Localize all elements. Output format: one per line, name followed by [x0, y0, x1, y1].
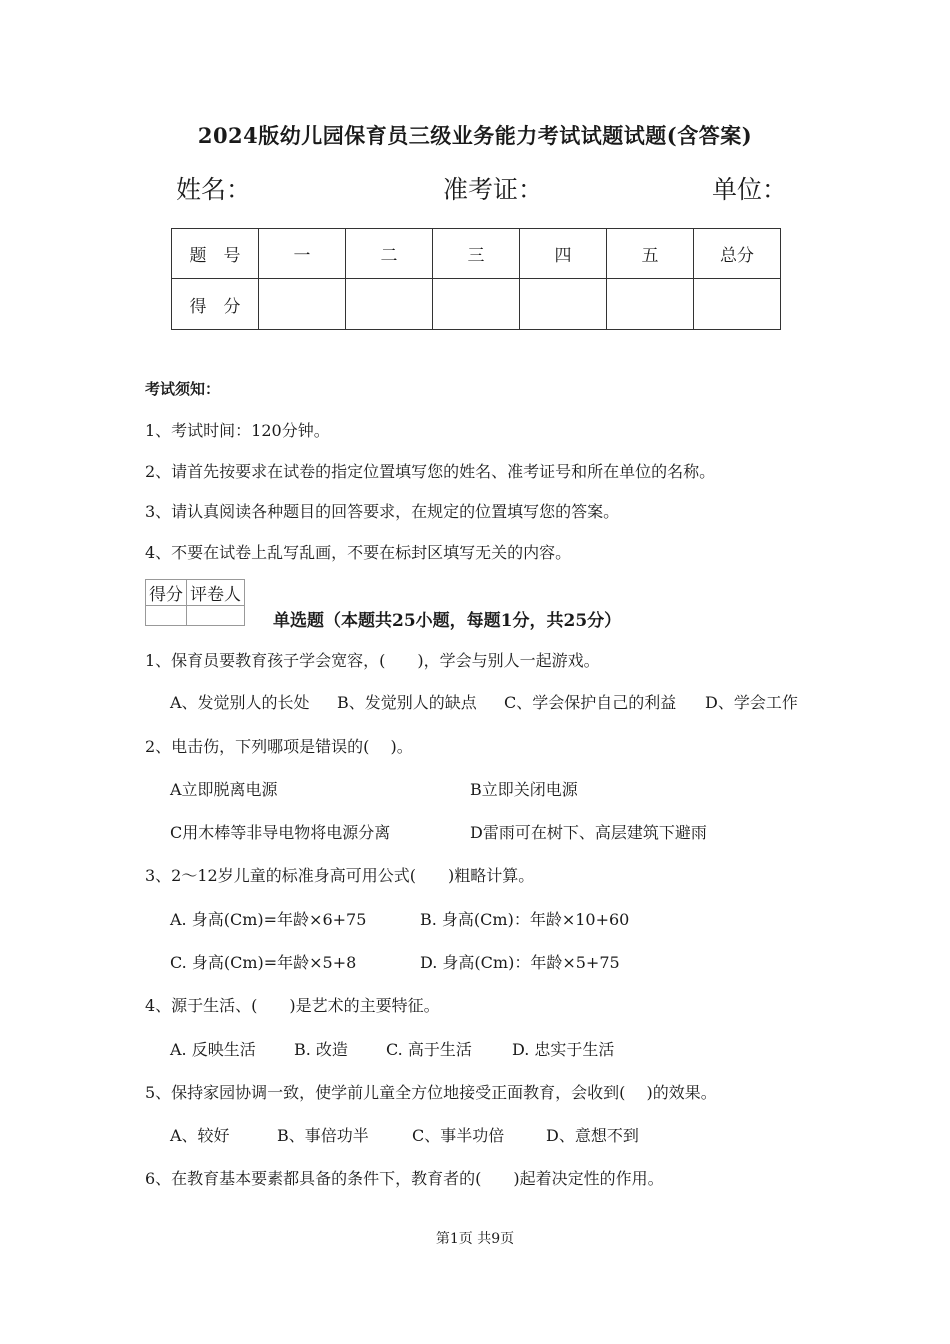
option-d: D. 忠实于生活	[512, 1040, 615, 1059]
notice-heading: 考试须知：	[145, 380, 221, 398]
question-stem: 6、在教育基本要素都具备的条件下，教育者的( )起着决定性的作用。	[145, 1169, 664, 1188]
score-header-cell: 五	[607, 229, 694, 279]
grader-box	[145, 579, 245, 626]
score-cell[interactable]	[259, 279, 346, 330]
question-stem: 5、保持家园协调一致，使学前儿童全方位地接受正面教育，会收到( )的效果。	[145, 1083, 717, 1102]
unit-field-label: 单位：	[712, 175, 788, 204]
option-d: D、学会工作	[705, 693, 798, 712]
option-b: B立即关闭电源	[470, 780, 578, 799]
option-a: A、较好	[170, 1126, 230, 1145]
option-c: C、学会保护自己的利益	[504, 693, 677, 712]
notice-item: 2、请首先按要求在试卷的指定位置填写您的姓名、准考证号和所在单位的名称。	[145, 462, 716, 481]
option-c: C. 身高(Cm)=年龄×5+8	[170, 953, 357, 972]
option-a: A、发觉别人的长处	[170, 693, 310, 712]
score-header-cell: 三	[433, 229, 520, 279]
option-a: A立即脱离电源	[170, 780, 278, 799]
score-header-cell: 一	[259, 229, 346, 279]
option-b: B. 身高(Cm)：年龄×10+60	[420, 910, 630, 929]
option-c: C、事半功倍	[412, 1126, 505, 1145]
score-table-header-row	[172, 229, 781, 279]
score-header-cell: 四	[520, 229, 607, 279]
grader-score-label: 得分	[146, 580, 187, 606]
question-stem: 1、保育员要教育孩子学会宽容，( )，学会与别人一起游戏。	[145, 651, 600, 670]
page-footer: 第1页 共9页	[435, 1231, 515, 1247]
score-cell[interactable]	[346, 279, 433, 330]
notice-item: 4、不要在试卷上乱写乱画，不要在标封区填写无关的内容。	[145, 543, 572, 562]
score-table-score-row	[172, 279, 781, 330]
question-stem: 2、电击伤，下列哪项是错误的( )。	[145, 737, 413, 756]
option-d: D. 身高(Cm)：年龄×5+75	[420, 953, 620, 972]
option-b: B. 改造	[294, 1040, 348, 1059]
score-table	[171, 228, 781, 330]
option-b: B、事倍功半	[277, 1126, 369, 1145]
score-row-label: 得 分	[172, 279, 259, 330]
grader-score-cell[interactable]	[146, 606, 187, 626]
option-a: A. 身高(Cm)=年龄×6+75	[170, 910, 367, 929]
grader-name-label: 评卷人	[187, 580, 245, 606]
notice-item: 1、考试时间：120分钟。	[145, 421, 330, 440]
notice-item: 3、请认真阅读各种题目的回答要求，在规定的位置填写您的答案。	[145, 502, 620, 521]
grader-name-cell[interactable]	[187, 606, 245, 626]
option-b: B、发觉别人的缺点	[337, 693, 477, 712]
document-title: 2024版幼儿园保育员三级业务能力考试试题试题(含答案)	[197, 123, 753, 148]
name-field-label: 姓名：	[176, 175, 252, 204]
score-cell[interactable]	[433, 279, 520, 330]
question-stem: 3、2～12岁儿童的标准身高可用公式( )粗略计算。	[145, 866, 535, 885]
score-header-cell: 总分	[694, 229, 781, 279]
score-cell[interactable]	[694, 279, 781, 330]
score-cell[interactable]	[520, 279, 607, 330]
option-d: D、意想不到	[546, 1126, 639, 1145]
option-c: C. 高于生活	[386, 1040, 472, 1059]
option-c: C用木棒等非导电物将电源分离	[170, 823, 391, 842]
option-a: A. 反映生活	[170, 1040, 256, 1059]
score-cell[interactable]	[607, 279, 694, 330]
section-title: 单选题（本题共25小题，每题1分，共25分）	[273, 611, 622, 631]
exam-id-field-label: 准考证：	[443, 175, 544, 204]
score-header-cell: 题 号	[172, 229, 259, 279]
question-stem: 4、源于生活、( )是艺术的主要特征。	[145, 996, 440, 1015]
option-d: D雷雨可在树下、高层建筑下避雨	[470, 823, 707, 842]
score-header-cell: 二	[346, 229, 433, 279]
